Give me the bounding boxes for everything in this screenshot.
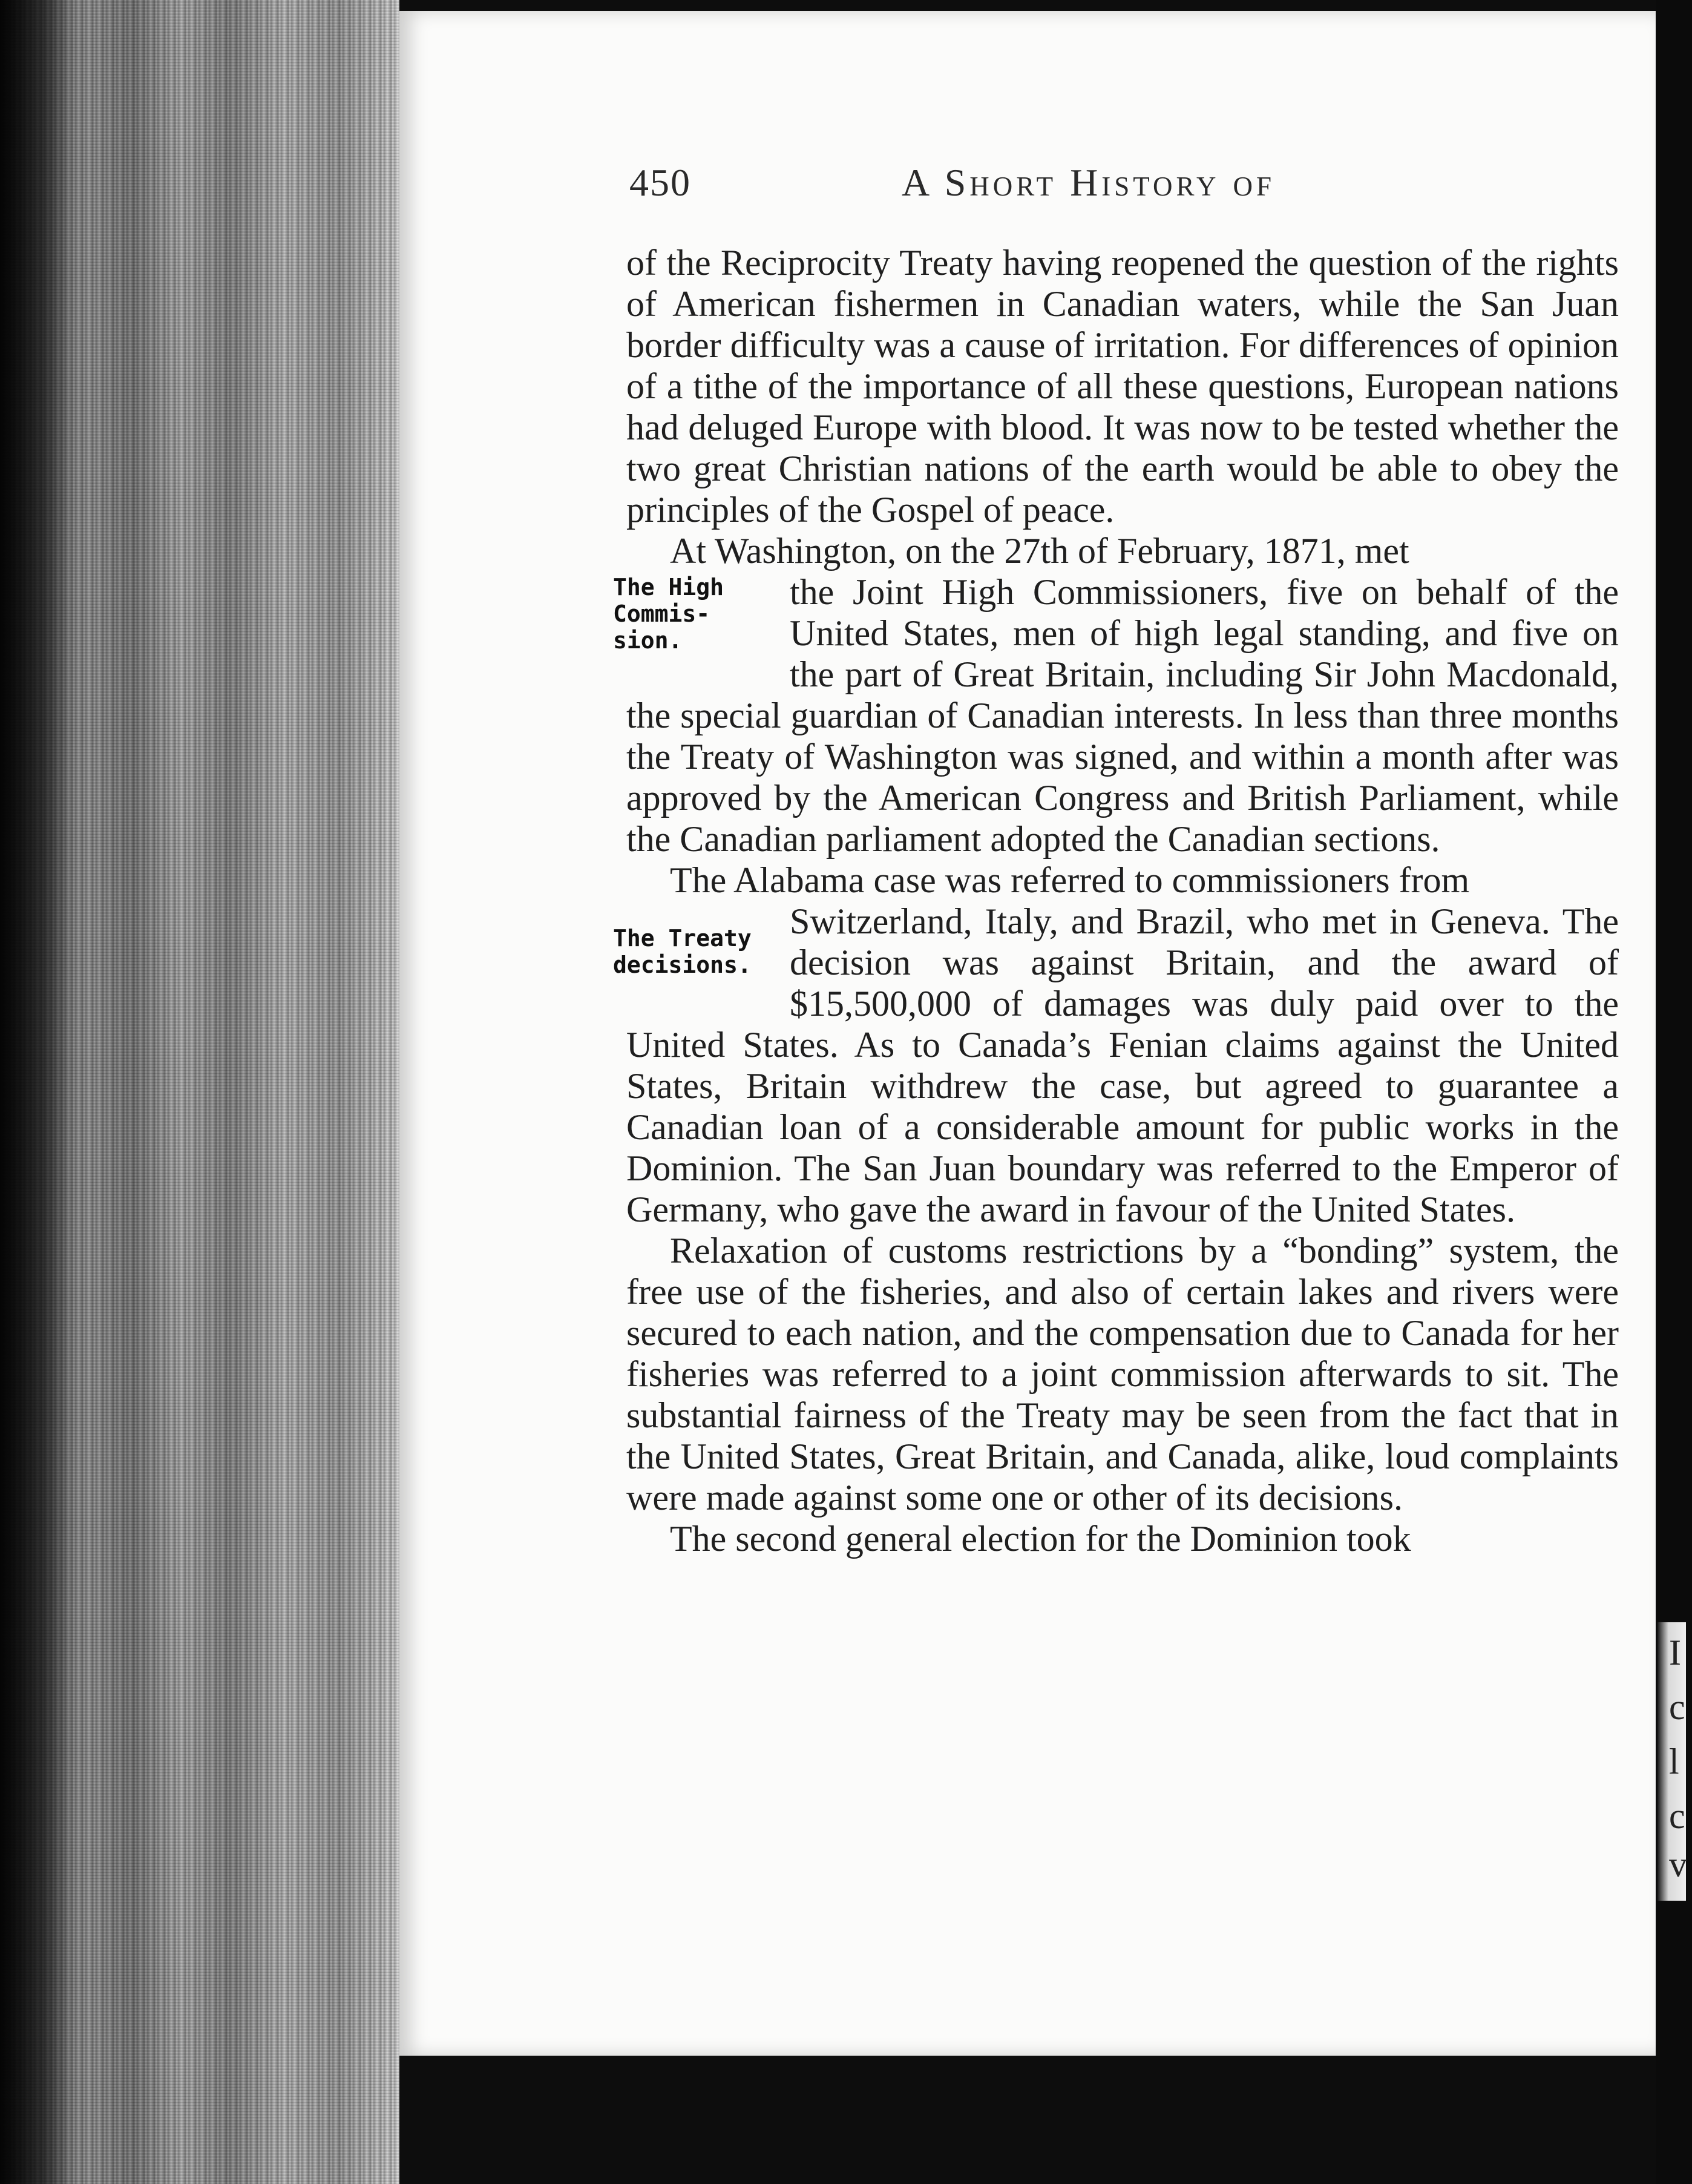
paragraph-with-margin-note [613, 571, 1619, 860]
next-page-letter: l [1669, 1742, 1679, 1781]
next-page-letter: c [1669, 1687, 1685, 1727]
next-page-letter: v [1669, 1844, 1687, 1884]
paragraph-lead: At Washington, on the 27th of February, 1871, met [670, 531, 1409, 571]
paragraph-with-margin-note [613, 901, 1619, 1230]
paragraph: Relaxation of customs restrictions by a “bonding” system, the free use of the fisheries, and also of certain lakes and rivers were secured to each nation, and the compensation due to Canada for her fisheries was referred to a joint commission afterwards to sit. The substantial fairness of the Treaty may be seen from the fact that in the United States, Great Britain, and Canada, alike, loud complaints were made against some one or other of its decisions. [626, 1231, 1619, 1518]
margin-note-high-commission: The High Commis- sion. [613, 574, 724, 654]
body-text [613, 242, 1619, 1559]
paragraph-lead: The Alabama case was referred to commissioners from [670, 860, 1470, 900]
margin-note-treaty-decisions: The Treaty decisions. [613, 925, 752, 978]
running-head: A Short History of [902, 161, 1276, 204]
paragraph: The second general election for the Dominion took [670, 1519, 1411, 1559]
next-page-fragment [1657, 1622, 1686, 1901]
next-page-letter: I [1669, 1633, 1681, 1673]
next-page-letter: c [1669, 1796, 1685, 1836]
page-number: 450 [629, 161, 691, 204]
binding-shadow [0, 0, 73, 2184]
paragraph: the Joint High Commissioners, five on behalf of the United States, men of high legal standing, and five on the part of Great Britain, including Sir John Macdonald, the special guardian of Canadian interests. In less than three months the Treaty of Washington was signed, and within a month after was approved by the American Congress and British Parliament, while the Canadian parliament adopted the Canadian sections. [626, 572, 1619, 859]
paragraph: of the Reciprocity Treaty having reopened the question of the rights of American fishermen in Canadian waters, while the San Juan border difficulty was a cause of irritation. For differences of opinion of a tithe of the importance of all these questions, European nations had deluged Europe with blood. It was now to be tested whether the two great Christian nations of the earth would be able to obey the principles of the Gospel of peace. [626, 243, 1619, 530]
paragraph: Switzerland, Italy, and Brazil, who met in Geneva. The decision was against Britain, and the award of $15,500,000 of damages was duly paid over to the United States. As to Canada’s Fenian claims against the United States, Britain withdrew the case, but agreed to guarantee a Canadian loan of a considerable amount for public works in the Dominion. The San Juan boundary was referred to the Emperor of Germany, who gave the award in favour of the United States. [626, 901, 1619, 1229]
next-page-strip [1656, 0, 1692, 2184]
